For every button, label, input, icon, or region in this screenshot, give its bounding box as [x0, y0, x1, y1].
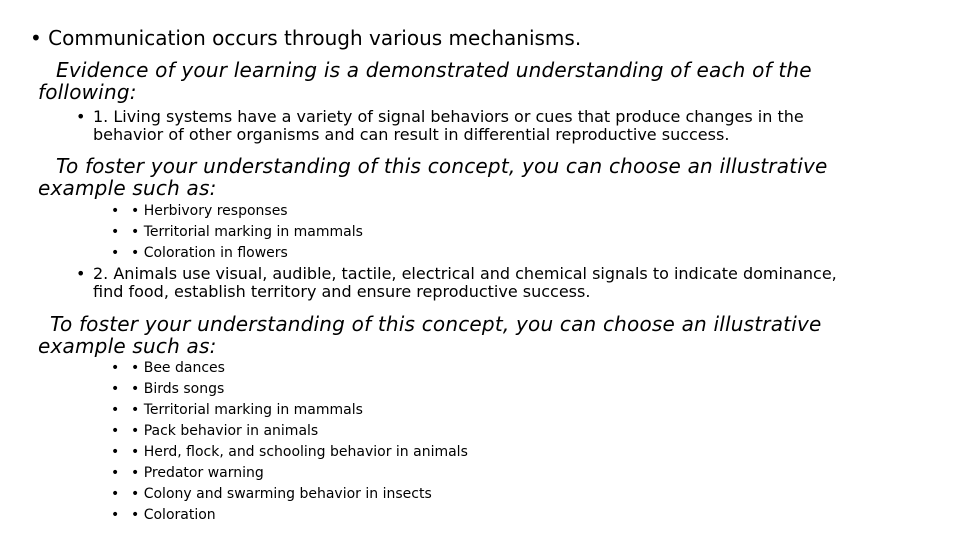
point-2 [76, 265, 837, 301]
list-item: • • Pack behavior in animals [111, 421, 468, 442]
foster-2-line-2: example such as: [38, 334, 217, 358]
point-2-bullet: • [76, 264, 86, 283]
list-item: • • Territorial marking in mammals [111, 400, 468, 421]
point-1-line-2: behavior of other organisms and can result in differential reproductive success. [93, 125, 730, 144]
point-1-line-1: 1. Living systems have a variety of signal behaviors or cues that produce changes in the [93, 107, 804, 126]
list-item: • • Birds songs [111, 379, 468, 400]
intro-bullet: • Communication occurs through various mechanisms. [30, 26, 582, 50]
evidence-line-2: following: [38, 80, 137, 104]
point-2-line-2: find food, establish territory and ensure reproductive success. [93, 282, 591, 301]
foster-1-line-2: example such as: [38, 176, 217, 200]
point-1-bullet: • [76, 107, 86, 126]
list-item: • • Territorial marking in mammals [111, 222, 363, 243]
list-item: • • Predator warning [111, 463, 468, 484]
list-item: • • Bee dances [111, 358, 468, 379]
list-item: • • Herbivory responses [111, 201, 363, 222]
list-item: • • Colony and swarming behavior in insects [111, 484, 468, 505]
foster-2-line-1: To foster your understanding of this concept, you can choose an illustrative [50, 312, 822, 336]
list-item: • • Coloration in flowers [111, 243, 363, 264]
evidence-heading [38, 59, 812, 103]
point-1 [76, 108, 804, 144]
foster-1-line-1: To foster your understanding of this concept, you can choose an illustrative [56, 154, 828, 178]
list-item: • • Herd, flock, and schooling behavior in animals [111, 442, 468, 463]
evidence-line-1: Evidence of your learning is a demonstrated understanding of each of the [56, 58, 812, 82]
examples-list-1 [111, 201, 363, 264]
list-item: • • Coloration [111, 505, 468, 526]
foster-heading-1 [38, 155, 828, 199]
foster-heading-2 [38, 313, 822, 357]
examples-list-2 [111, 358, 468, 526]
point-2-line-1: 2. Animals use visual, audible, tactile, electrical and chemical signals to indicate dominance, [93, 264, 837, 283]
